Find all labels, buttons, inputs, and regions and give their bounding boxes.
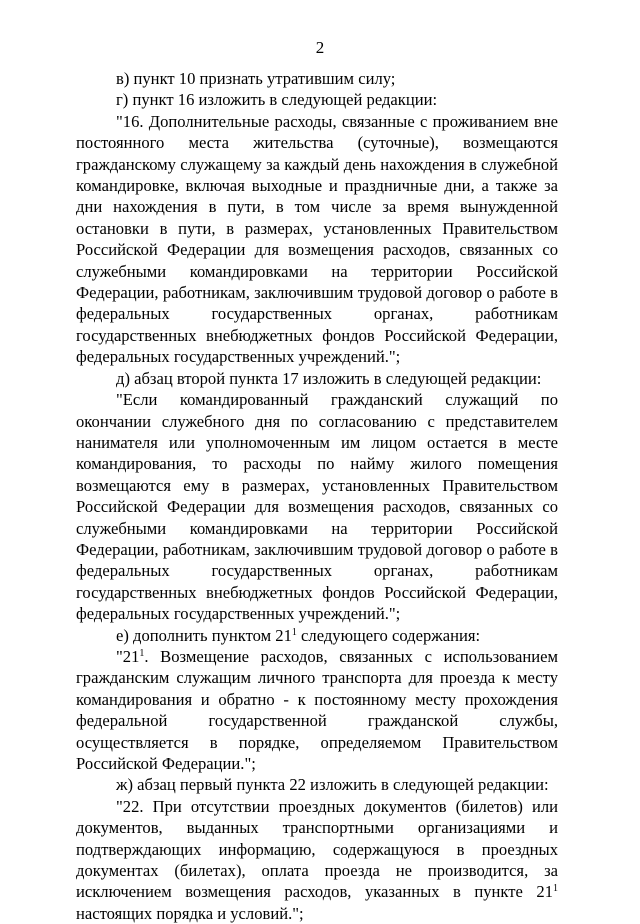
paragraph-clause-16: "16. Дополнительные расходы, связанные с проживанием вне постоянного места жительства (суточные), возмещаются гражданскому служащему за каждый день нахождения в служебной командировке, включая выходные и праздничные дни, а также за дни нахождения в пути, в том числе за время вынужденной остановки в пути, в размерах, установленных Правительством Российской Федерации для возмещения расходов, связанных со служебными командировками на территории Российской Федерации, работникам, заключившим трудовой договор о работе в федеральных государственных органах, работникам государственных внебюджетных фондов Российской Федерации, федеральных государственных учреждений."; [76,111,558,367]
paragraph-text: "21 [116,646,140,666]
superscript-index: 1 [139,647,145,659]
paragraph-text: е) дополнить пунктом 21 [116,625,292,645]
paragraph-item-g: г) пункт 16 изложить в следующей редакции: [116,90,438,110]
paragraph-text: "22. При отсутствии проездных документов (билетов) или документов, выданных транспортными организациями и подтверждающих информацию, содержащуюся в проездных документах (билетах), оплата проезда не производится, за исключением возмещения расходов, указанных в пункте 21 [76,796,558,902]
paragraph-item-zh: ж) абзац первый пункта 22 изложить в следующей редакции: [116,775,549,795]
document-body [76,68,558,924]
page-number: 2 [315,38,325,57]
superscript-index: 1 [553,883,558,895]
paragraph-item-v: в) пункт 10 признать утратившим силу; [116,69,396,88]
paragraph-item-e [76,625,558,646]
paragraph-text: следующего содержания: [296,625,481,645]
paragraph-clause-21-1 [76,646,558,774]
paragraph-text: настоящих порядка и условий."; [76,903,304,923]
paragraph-clause-17-text: "Если командированный гражданский служащий по окончании служебного дня по согласованию с представителем нанимателя или уполномоченным им лицом остается в месте командирования, то расходы по найму жилого помещения возмещаются ему в размерах, установленных Правительством Российской Федерации для возмещения расходов, связанных со служебными командировками на территории Российской Федерации, работникам, заключившим трудовой договор о работе в федеральных государственных органах, работникам государственных внебюджетных фондов Российской Федерации, федеральных государственных учреждений."; [76,390,558,624]
superscript-index: 1 [291,626,297,638]
paragraph-item-d: д) абзац второй пункта 17 изложить в следующей редакции: [116,368,542,388]
paragraph-text: . Возмещение расходов, связанных с использованием гражданским служащим личного транспорта для проезда к месту командирования и обратно - к постоянному месту прохождения федеральной государственной гражданской службы, осуществляется в порядке, определяемом Правительством Российской Федерации."; [76,646,558,773]
